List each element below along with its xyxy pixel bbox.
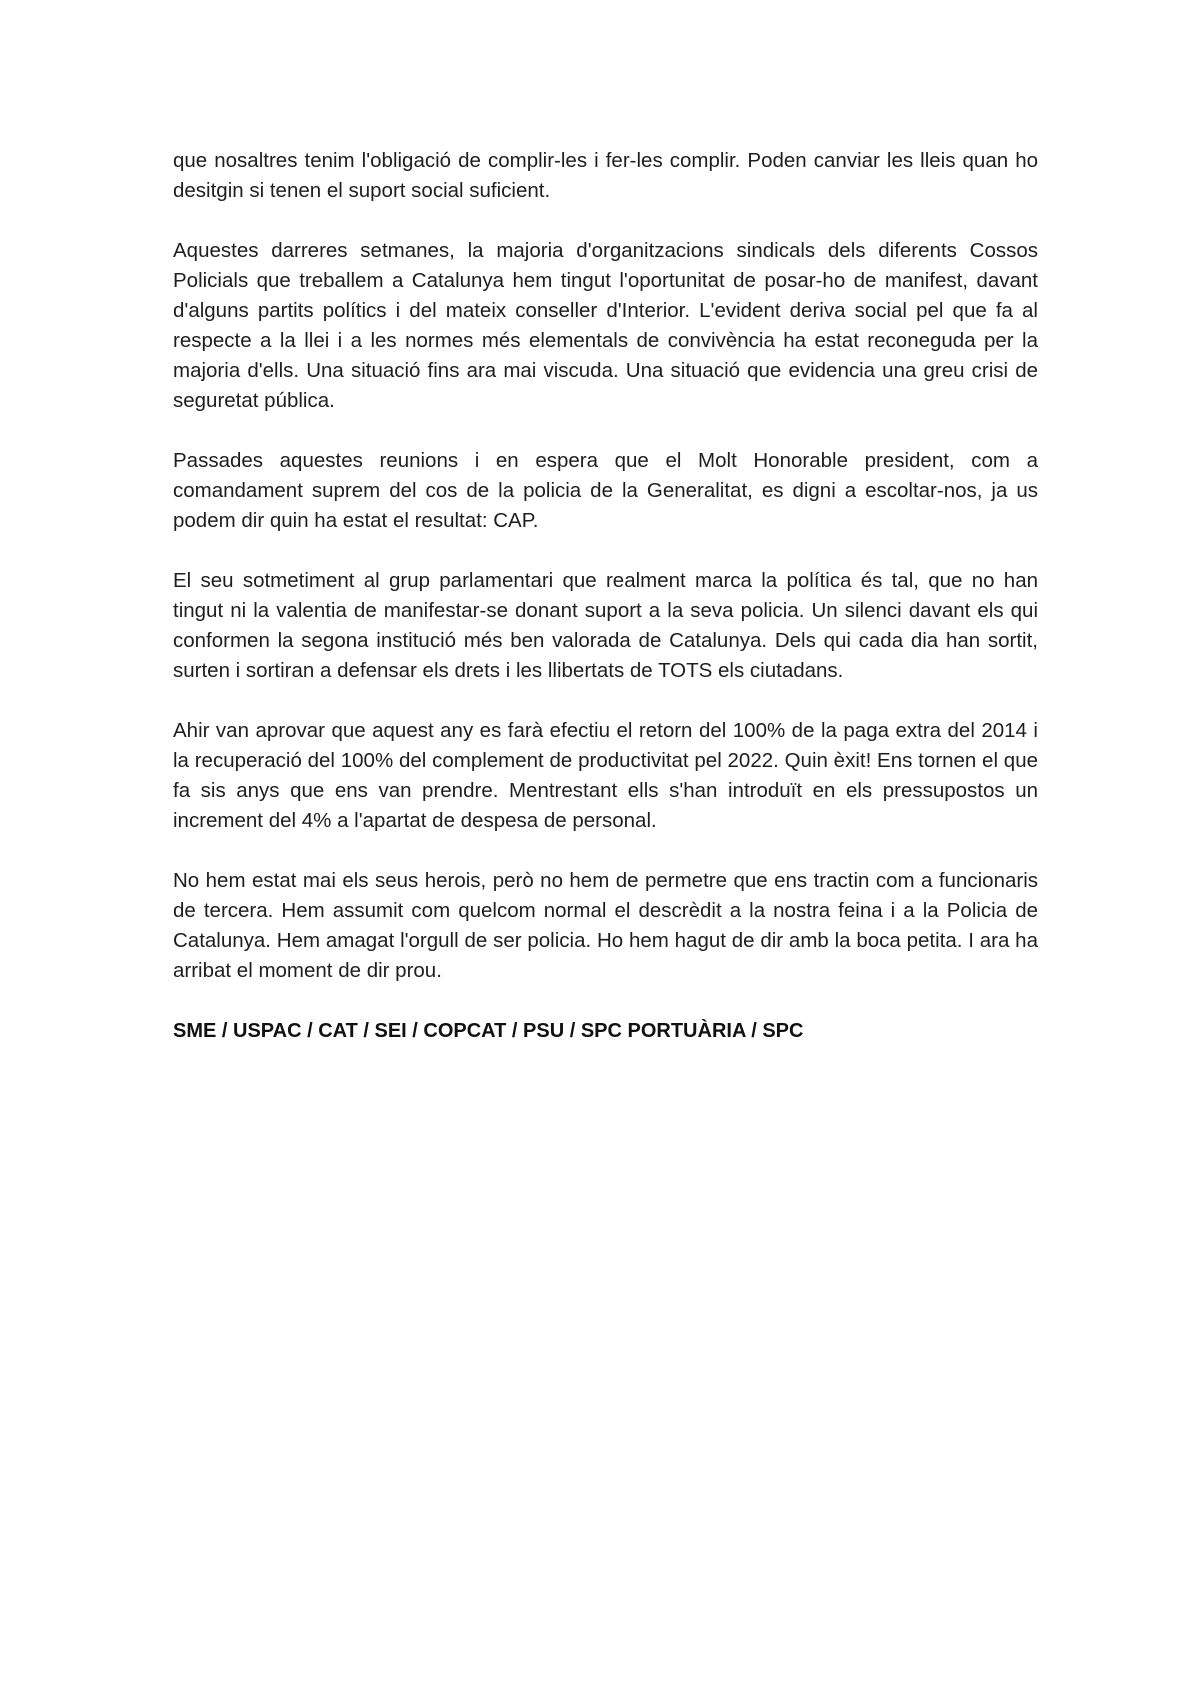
paragraph-2: Aquestes darreres setmanes, la majoria d'organitzacions sindicals dels diferents Cossos Policials que treballem a Catalunya hem tingut l'oportunitat de posar-ho de manifest, davant d'alguns partits polítics i del mateix conseller d'Interior. L'evident deriva social pel que fa al respecte a la llei i a les normes més elementals de convivència ha estat reconeguda per la majoria d'ells. Una situació fins ara mai viscuda. Una situació que evidencia una greu crisi de seguretat pública. <box>173 239 1038 412</box>
paragraph-1: que nosaltres tenim l'obligació de complir-les i fer-les complir. Poden canviar les lleis quan ho desitgin si tenen el suport social suficient. <box>173 149 1038 202</box>
union-signatures: SME / USPAC / CAT / SEI / COPCAT / PSU / SPC PORTUÀRIA / SPC <box>173 1020 804 1042</box>
paragraph-3: Passades aquestes reunions i en espera que el Molt Honorable president, com a comandament suprem del cos de la policia de la Generalitat, es digni a escoltar-nos, ja us podem dir quin ha estat el resultat: CAP. <box>173 449 1038 532</box>
paragraph-5: Ahir van aprovar que aquest any es farà efectiu el retorn del 100% de la paga extra del 2014 i la recuperació del 100% del complement de productivitat pel 2022. Quin èxit! Ens tornen el que fa sis anys que ens van prendre. Mentrestant ells s'han introduït en els pressupostos un increment del 4% a l'apartat de despesa de personal. <box>173 719 1038 832</box>
paragraph-4: El seu sotmetiment al grup parlamentari que realment marca la política és tal, que no han tingut ni la valentia de manifestar-se donant suport a la seva policia. Un silenci davant els qui conformen la segona institució més ben valorada de Catalunya. Dels qui cada dia han sortit, surten i sortiran a defensar els drets i les llibertats de TOTS els ciutadans. <box>173 569 1038 682</box>
document-body <box>173 146 1038 1046</box>
paragraph-6: No hem estat mai els seus herois, però no hem de permetre que ens tractin com a funcionaris de tercera. Hem assumit com quelcom normal el descrèdit a la nostra feina i a la Policia de Catalunya. Hem amagat l'orgull de ser policia. Ho hem hagut de dir amb la boca petita. I ara ha arribat el moment de dir prou. <box>173 869 1038 982</box>
